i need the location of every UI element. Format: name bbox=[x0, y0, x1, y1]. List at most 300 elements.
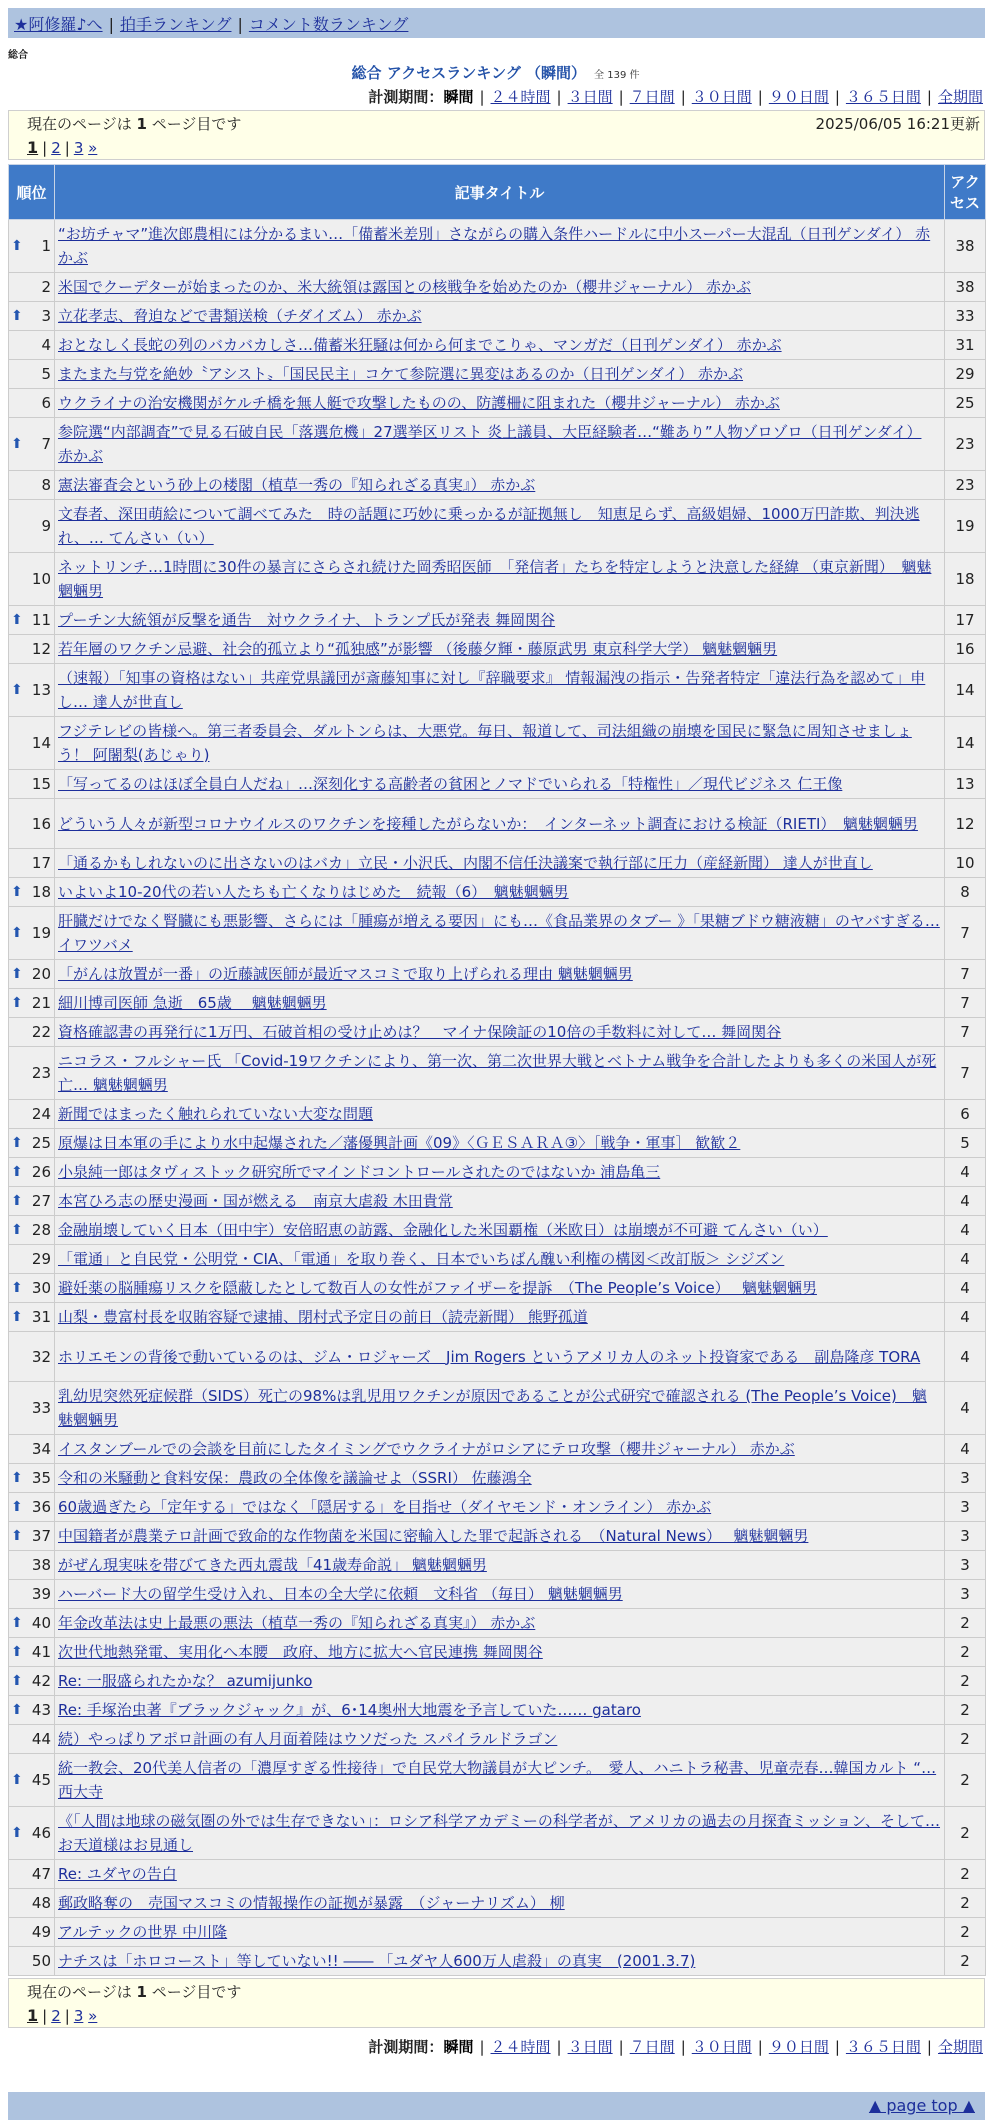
rank-number: 11 bbox=[31, 611, 51, 629]
period-separator: | bbox=[618, 88, 624, 106]
title-cell bbox=[55, 1245, 945, 1274]
period-option[interactable]: ２４時間 bbox=[490, 88, 551, 106]
access-count: 7 bbox=[945, 1047, 986, 1100]
table-row bbox=[9, 635, 986, 664]
table-row bbox=[9, 1332, 986, 1382]
access-count: 4 bbox=[945, 1216, 986, 1245]
ranking-table bbox=[8, 164, 986, 1976]
rank-number: 18 bbox=[31, 883, 51, 901]
rank-cell bbox=[9, 1018, 55, 1047]
arrow-up-icon: ⬆ bbox=[11, 1499, 23, 1515]
arrow-up-icon: ⬆ bbox=[11, 884, 23, 900]
arrow-up-icon: ⬆ bbox=[11, 1135, 23, 1151]
article-link[interactable]: 肝臓だけでなく腎臓にも悪影響、さらには「腫瘍が増える要因」にも…《食品業界のタブー 》「果糖ブドウ糖液糖」のヤバすぎる… イワツバメ bbox=[58, 912, 940, 954]
rank-cell bbox=[9, 1382, 55, 1435]
rank-cell bbox=[9, 1100, 55, 1129]
article-link[interactable]: ネットリンチ…1時間に30件の暴言にさらされ続けた岡秀昭医師 「発信者」たちを特定しようと決意した経緯 （東京新聞） 魑魅魍魎男 bbox=[58, 558, 932, 600]
rank-number: 39 bbox=[31, 1585, 51, 1603]
access-count: 6 bbox=[945, 1100, 986, 1129]
access-count: 2 bbox=[945, 1609, 986, 1638]
article-link[interactable]: フジテレビの皆様へ。第三者委員会、ダルトンらは、大悪党。毎日、報道して、司法組織の崩壊を国民に緊急に周知させましょう！ 阿闍梨(あじゃり) bbox=[58, 722, 912, 764]
table-row bbox=[9, 606, 986, 635]
table-row bbox=[9, 302, 986, 331]
title-cell bbox=[55, 635, 945, 664]
period-option[interactable]: ３日間 bbox=[567, 2038, 613, 2056]
rank-number: 8 bbox=[41, 476, 51, 494]
rank-number: 23 bbox=[31, 1064, 51, 1082]
access-count: 2 bbox=[945, 1725, 986, 1754]
page-title: 総合 アクセスランキング （瞬間） bbox=[351, 64, 587, 82]
period-option[interactable]: ３０日間 bbox=[691, 88, 752, 106]
access-count: 16 bbox=[945, 635, 986, 664]
title-cell bbox=[55, 664, 945, 717]
access-count: 2 bbox=[945, 1889, 986, 1918]
period-option[interactable]: ７日間 bbox=[629, 2038, 675, 2056]
title-cell bbox=[55, 1889, 945, 1918]
table-row bbox=[9, 1889, 986, 1918]
table-row bbox=[9, 1100, 986, 1129]
article-link[interactable]: Re: 手塚治虫著『ブラックジャック』が、6･14奥州大地震を予言していた…… gataro bbox=[58, 1701, 641, 1719]
access-count: 2 bbox=[945, 1918, 986, 1947]
rank-cell bbox=[9, 1047, 55, 1100]
title-cell bbox=[55, 1382, 945, 1435]
arrow-up-icon: ⬆ bbox=[11, 1673, 23, 1689]
rank-cell bbox=[9, 1522, 55, 1551]
rank-number: 31 bbox=[31, 1308, 51, 1326]
rank-cell bbox=[9, 635, 55, 664]
article-link[interactable]: 新聞ではまったく触れられていない大変な問題 bbox=[58, 1105, 374, 1123]
period-current: 瞬間 bbox=[443, 2038, 474, 2056]
rank-cell bbox=[9, 1947, 55, 1976]
title-cell bbox=[55, 1522, 945, 1551]
title-cell bbox=[55, 1807, 945, 1860]
table-row bbox=[9, 1274, 986, 1303]
rank-cell bbox=[9, 1638, 55, 1667]
title-cell bbox=[55, 1216, 945, 1245]
article-link[interactable]: 小泉純一郎はタヴィストック研究所でマインドコントロールされたのではないか 浦島亀三 bbox=[58, 1163, 661, 1181]
title-cell bbox=[55, 907, 945, 960]
period-option[interactable]: 全期間 bbox=[937, 2038, 983, 2056]
article-link[interactable]: 立花孝志、脅迫などで書類送検（チダイズム） 赤かぶ bbox=[58, 307, 422, 325]
table-row bbox=[9, 1667, 986, 1696]
rank-number: 40 bbox=[31, 1614, 51, 1632]
table-row bbox=[9, 1580, 986, 1609]
period-separator: | bbox=[926, 2038, 932, 2056]
title-cell bbox=[55, 302, 945, 331]
period-separator: | bbox=[479, 88, 485, 106]
period-separator: | bbox=[834, 88, 840, 106]
rank-number: 4 bbox=[41, 336, 51, 354]
table-row bbox=[9, 1947, 986, 1976]
article-link[interactable]: Re: ユダヤの告白 bbox=[58, 1865, 177, 1883]
title-cell bbox=[55, 770, 945, 799]
title-cell bbox=[55, 389, 945, 418]
current-page: 1 bbox=[27, 138, 39, 157]
rank-number: 50 bbox=[31, 1952, 51, 1970]
page-title-line bbox=[0, 62, 991, 83]
table-row bbox=[9, 1129, 986, 1158]
title-cell bbox=[55, 418, 945, 471]
rank-number: 7 bbox=[41, 435, 51, 453]
article-link[interactable]: 郵政略奪の 売国マスコミの情報操作の証拠が暴露 （ジャーナリズム） 柳 bbox=[58, 1894, 565, 1912]
table-row bbox=[9, 799, 986, 849]
title-cell bbox=[55, 1493, 945, 1522]
updated-time: 2025/06/05 16:21更新 bbox=[815, 115, 980, 133]
title-cell bbox=[55, 500, 945, 553]
rank-number: 1 bbox=[41, 237, 51, 255]
article-link[interactable]: 細川博司医師 急逝 65歳 魑魅魍魎男 bbox=[58, 994, 327, 1012]
article-link[interactable]: 資格確認書の再発行に1万円、石破首相の受け止めは？ マイナ保険証の10倍の手数料に対して… 舞岡関谷 bbox=[58, 1023, 782, 1041]
rank-cell bbox=[9, 1435, 55, 1464]
period-selector-bottom bbox=[368, 2036, 983, 2057]
page-link[interactable]: 2 bbox=[51, 139, 61, 157]
arrow-up-icon: ⬆ bbox=[11, 925, 23, 941]
access-count: 12 bbox=[945, 799, 986, 849]
access-count: 4 bbox=[945, 1274, 986, 1303]
rank-number: 46 bbox=[31, 1824, 51, 1842]
rank-cell bbox=[9, 1725, 55, 1754]
access-count: 38 bbox=[945, 220, 986, 273]
footer-bar bbox=[8, 2092, 985, 2120]
article-link[interactable]: 次世代地熱発電、実用化へ本腰 政府、地方に拡大へ官民連携 舞岡関谷 bbox=[58, 1643, 543, 1661]
title-cell bbox=[55, 331, 945, 360]
rank-number: 28 bbox=[31, 1221, 51, 1239]
period-option[interactable]: ９０日間 bbox=[768, 2038, 829, 2056]
rank-number: 42 bbox=[31, 1672, 51, 1690]
rank-cell bbox=[9, 878, 55, 907]
page-link[interactable]: 2 bbox=[51, 2007, 61, 2025]
table-row bbox=[9, 1382, 986, 1435]
table-row bbox=[9, 1158, 986, 1187]
page-top-link[interactable]: ▲ page top ▲ bbox=[868, 2096, 975, 2115]
period-current: 瞬間 bbox=[443, 88, 474, 106]
article-link[interactable]: ホリエモンの背後で動いているのは、ジム・ロジャーズ Jim Rogers というアメリカ人のネット投資家である 副島隆彦 TORA bbox=[58, 1347, 921, 1366]
title-cell bbox=[55, 1860, 945, 1889]
access-count: 29 bbox=[945, 360, 986, 389]
period-separator: | bbox=[680, 2038, 686, 2056]
period-separator: | bbox=[618, 2038, 624, 2056]
article-link[interactable]: 避妊薬の脳腫瘍リスクを隠蔽したとして数百人の女性がファイザーを提訴 （The People’s Voice） 魑魅魍魎男 bbox=[58, 1279, 817, 1297]
rank-cell bbox=[9, 302, 55, 331]
table-row bbox=[9, 878, 986, 907]
arrow-up-icon: ⬆ bbox=[11, 1193, 23, 1209]
arrow-up-icon: ⬆ bbox=[11, 1528, 23, 1544]
total-count: 全 139 件 bbox=[594, 70, 640, 81]
article-link[interactable]: 《「人間は地球の磁気圏の外では生存できない」：ロシア科学アカデミーの科学者が、アメリカの過去の月探査ミッション、そして… お天道様はお見通し bbox=[58, 1812, 941, 1854]
rank-cell bbox=[9, 1918, 55, 1947]
access-count: 4 bbox=[945, 1435, 986, 1464]
article-link[interactable]: 米国でクーデターが始まったのか、米大統領は露国との核戦争を始めたのか（櫻井ジャーナル） 赤かぶ bbox=[58, 278, 751, 296]
period-label: 計測期間： bbox=[368, 88, 444, 106]
rank-cell bbox=[9, 1158, 55, 1187]
rank-number: 45 bbox=[31, 1771, 51, 1789]
next-page-link[interactable]: » bbox=[88, 139, 98, 157]
title-cell bbox=[55, 849, 945, 878]
rank-header: 順位 bbox=[9, 165, 55, 220]
rank-cell bbox=[9, 500, 55, 553]
arrow-up-icon: ⬆ bbox=[11, 1615, 23, 1631]
rank-cell bbox=[9, 1245, 55, 1274]
rank-number: 24 bbox=[31, 1105, 51, 1123]
access-count: 2 bbox=[945, 1696, 986, 1725]
period-separator: | bbox=[757, 2038, 763, 2056]
rank-number: 44 bbox=[31, 1730, 51, 1748]
table-row bbox=[9, 1245, 986, 1274]
page-link[interactable]: 3 bbox=[73, 2007, 84, 2025]
rank-cell bbox=[9, 960, 55, 989]
title-cell bbox=[55, 1580, 945, 1609]
table-row bbox=[9, 1725, 986, 1754]
article-link[interactable]: 「写ってるのはほぼ全員白人だね」…深刻化する高齢者の貧困とノマドでいられる「特権性」／現代ビジネス 仁王像 bbox=[58, 775, 843, 793]
table-row bbox=[9, 389, 986, 418]
access-count: 7 bbox=[945, 989, 986, 1018]
access-count: 4 bbox=[945, 1303, 986, 1332]
period-separator: | bbox=[556, 2038, 562, 2056]
clap-ranking-link[interactable]: 拍手ランキング bbox=[119, 15, 232, 34]
access-count: 13 bbox=[945, 770, 986, 799]
page-separator: | bbox=[42, 2007, 48, 2025]
table-row bbox=[9, 360, 986, 389]
title-cell bbox=[55, 1947, 945, 1976]
article-link[interactable]: 「がんは放置が一番」の近藤誠医師が最近マスコミで取り上げられる理由 魑魅魍魎男 bbox=[58, 965, 633, 983]
period-label: 計測期間： bbox=[368, 2038, 444, 2056]
access-count: 18 bbox=[945, 553, 986, 606]
pager-status: 現在のページは 1 ページ目です bbox=[27, 115, 242, 133]
access-count: 3 bbox=[945, 1493, 986, 1522]
access-count: 3 bbox=[945, 1464, 986, 1493]
article-link[interactable]: （速報）「知事の資格はない」共産党県議団が斎藤知事に対し『辞職要求』 情報漏洩の指示・告発者特定「違法行為を認めて」申し… 達人が世直し bbox=[58, 669, 926, 711]
article-link[interactable]: どういう人々が新型コロナウイルスのワクチンを接種したがらないか： インターネット調査における検証（RIETI） 魑魅魍魎男 bbox=[58, 814, 918, 833]
access-header: アクセス bbox=[945, 165, 986, 220]
table-row bbox=[9, 770, 986, 799]
table-row bbox=[9, 1754, 986, 1807]
article-link[interactable]: 中国籍者が農業テロ計画で致命的な作物菌を米国に密輸入した罪で起訴される （Natural News） 魑魅魍魎男 bbox=[58, 1527, 809, 1545]
article-link[interactable]: “お坊チャマ”進次郎農相には分かるまい…「備蓄米差別」さながらの購入条件ハードルに中小スーパー大混乱（日刊ゲンダイ） 赤かぶ bbox=[58, 225, 931, 267]
access-count: 31 bbox=[945, 331, 986, 360]
table-row bbox=[9, 553, 986, 606]
arrow-up-icon: ⬆ bbox=[11, 1825, 23, 1841]
rank-number: 27 bbox=[31, 1192, 51, 1210]
article-link[interactable]: イスタンブールでの会談を目前にしたタイミングでウクライナがロシアにテロ攻撃（櫻井ジャーナル） 赤かぶ bbox=[58, 1440, 795, 1458]
table-row bbox=[9, 1464, 986, 1493]
rank-cell bbox=[9, 1187, 55, 1216]
rank-cell bbox=[9, 989, 55, 1018]
title-header: 記事タイトル bbox=[55, 165, 945, 220]
article-link[interactable]: ハーバード大の留学生受け入れ、日本の全大学に依頼 文科省 （毎日） 魑魅魍魎男 bbox=[58, 1585, 623, 1603]
article-link[interactable]: 憲法審査会という砂上の楼閣（植草一秀の『知られざる真実』） 赤かぶ bbox=[58, 476, 536, 494]
access-count: 7 bbox=[945, 960, 986, 989]
table-row bbox=[9, 907, 986, 960]
rank-cell bbox=[9, 1696, 55, 1725]
rank-cell bbox=[9, 1129, 55, 1158]
rank-cell bbox=[9, 1667, 55, 1696]
article-link[interactable]: プーチン大統領が反撃を通告 対ウクライナ、トランプ氏が発表 舞岡関谷 bbox=[58, 611, 556, 629]
table-row bbox=[9, 664, 986, 717]
rank-number: 47 bbox=[31, 1865, 51, 1883]
period-option[interactable]: ３日間 bbox=[567, 88, 613, 106]
arrow-up-icon: ⬆ bbox=[11, 1702, 23, 1718]
article-link[interactable]: ニコラス・フルシャー氏 「Covid-19ワクチンにより、第一次、第二次世界大戦とベトナム戦争を合計したよりも多くの米国人が死亡… 魑魅魍魎男 bbox=[58, 1052, 937, 1094]
table-row bbox=[9, 1493, 986, 1522]
rank-cell bbox=[9, 553, 55, 606]
rank-number: 26 bbox=[31, 1163, 51, 1181]
article-link[interactable]: 60歳過ぎたら「定年する」ではなく「隠居する」を目指せ（ダイヤモンド・オンライン） 赤かぶ bbox=[58, 1498, 712, 1516]
page-link[interactable]: 3 bbox=[73, 139, 84, 157]
table-row bbox=[9, 717, 986, 770]
rank-cell bbox=[9, 1609, 55, 1638]
home-link[interactable]: ★阿修羅♪へ bbox=[14, 15, 103, 34]
period-option[interactable]: ７日間 bbox=[629, 88, 675, 106]
title-cell bbox=[55, 1551, 945, 1580]
access-count: 38 bbox=[945, 273, 986, 302]
access-count: 19 bbox=[945, 500, 986, 553]
access-count: 4 bbox=[945, 1245, 986, 1274]
article-link[interactable]: 年金改革法は史上最悪の悪法（植草一秀の『知られざる真実』） 赤かぶ bbox=[58, 1614, 536, 1632]
title-cell bbox=[55, 1303, 945, 1332]
article-link[interactable]: アルテックの世界 中川隆 bbox=[58, 1923, 228, 1941]
arrow-up-icon: ⬆ bbox=[11, 238, 23, 254]
rank-cell bbox=[9, 471, 55, 500]
rank-number: 29 bbox=[31, 1250, 51, 1268]
arrow-up-icon: ⬆ bbox=[11, 682, 23, 698]
title-cell bbox=[55, 1638, 945, 1667]
rank-cell bbox=[9, 1551, 55, 1580]
access-count: 23 bbox=[945, 418, 986, 471]
pager-status-bottom: 現在のページは 1 ページ目です bbox=[27, 1983, 242, 2001]
rank-number: 38 bbox=[31, 1556, 51, 1574]
title-cell bbox=[55, 553, 945, 606]
article-link[interactable]: 文春者、深田萌絵について調べてみた 時の話題に巧妙に乗っかるが証拠無し 知恵足らず、高級娼婦、1000万円詐欺、判決逃れ、… てんさい（い） bbox=[58, 505, 920, 547]
title-cell bbox=[55, 1047, 945, 1100]
page-separator: | bbox=[42, 139, 48, 157]
title-cell bbox=[55, 1158, 945, 1187]
table-row bbox=[9, 1696, 986, 1725]
article-link[interactable]: 金融崩壊していく日本（田中宇）安倍昭恵の訪露、金融化した米国覇権（米欧日）は崩壊が不可避 てんさい（い） bbox=[58, 1221, 828, 1239]
access-count: 3 bbox=[945, 1551, 986, 1580]
arrow-up-icon: ⬆ bbox=[11, 1470, 23, 1486]
arrow-up-icon: ⬆ bbox=[11, 436, 23, 452]
rank-number: 41 bbox=[31, 1643, 51, 1661]
rank-number: 16 bbox=[31, 814, 51, 833]
top-nav-bar: ★阿修羅♪へ | 拍手ランキング | コメント数ランキング bbox=[8, 8, 985, 38]
article-link[interactable]: 続）やっぱりアポロ計画の有人月面着陸はウソだった スパイラルドラゴン bbox=[58, 1730, 558, 1748]
rank-number: 6 bbox=[41, 394, 51, 412]
article-link[interactable]: 「通るかもしれないのに出さないのはバカ」立民・小沢氏、内閣不信任決議案で執行部に圧力（産経新聞） 達人が世直し bbox=[58, 854, 873, 872]
access-count: 14 bbox=[945, 664, 986, 717]
arrow-up-icon: ⬆ bbox=[11, 308, 23, 324]
title-cell bbox=[55, 878, 945, 907]
rank-number: 37 bbox=[31, 1527, 51, 1545]
rank-number: 5 bbox=[41, 365, 51, 383]
period-option[interactable]: ３６５日間 bbox=[845, 88, 921, 106]
article-link[interactable]: Re: 一服盛られたかな？ azumijunko bbox=[58, 1672, 313, 1690]
rank-cell bbox=[9, 360, 55, 389]
article-link[interactable]: ナチスは「ホロコースト」等していない!! ―― 「ユダヤ人600万人虐殺」の真実 (2001.3.7) bbox=[58, 1952, 696, 1970]
table-row bbox=[9, 1047, 986, 1100]
table-row bbox=[9, 273, 986, 302]
table-row bbox=[9, 1860, 986, 1889]
rank-number: 36 bbox=[31, 1498, 51, 1516]
article-link[interactable]: ウクライナの治安機関がケルチ橋を無人艇で攻撃したものの、防護柵に阻まれた（櫻井ジャーナル） 赤かぶ bbox=[58, 394, 780, 412]
rank-number: 9 bbox=[41, 517, 51, 535]
title-cell bbox=[55, 1696, 945, 1725]
arrow-up-icon: ⬆ bbox=[11, 1164, 23, 1180]
article-link[interactable]: またまた与党を絶妙〝アシスト〟「国民民主」コケて参院選に異変はあるのか（日刊ゲンダイ） 赤かぶ bbox=[58, 365, 744, 383]
title-cell bbox=[55, 1100, 945, 1129]
access-count: 2 bbox=[945, 1860, 986, 1889]
period-option[interactable]: ２４時間 bbox=[490, 2038, 551, 2056]
access-count: 2 bbox=[945, 1638, 986, 1667]
arrow-up-icon: ⬆ bbox=[11, 1644, 23, 1660]
article-link[interactable]: おとなしく長蛇の列のバカバカしさ…備蓄米狂騒は何から何までこりゃ、マンガだ（日刊ゲンダイ） 赤かぶ bbox=[58, 336, 782, 354]
access-count: 2 bbox=[945, 1667, 986, 1696]
period-option[interactable]: ９０日間 bbox=[768, 88, 829, 106]
rank-number: 20 bbox=[31, 965, 51, 983]
comment-ranking-link[interactable]: コメント数ランキング bbox=[248, 15, 409, 34]
rank-number: 17 bbox=[31, 854, 51, 872]
rank-cell bbox=[9, 1493, 55, 1522]
article-link[interactable]: 原爆は日本軍の手により水中起爆された／藩優興計画《09》〈ＧＥＳＡＲＡ③〉［戦争・軍事］ 歓歓２ bbox=[58, 1134, 741, 1152]
table-row bbox=[9, 1918, 986, 1947]
rank-cell bbox=[9, 1303, 55, 1332]
article-link[interactable]: 乳幼児突然死症候群（SIDS）死亡の98%は乳児用ワクチンが原因であることが公式研究で確認される (The People’s Voice) 魑魅魍魎男 bbox=[58, 1387, 927, 1429]
article-link[interactable]: 「電通」と自民党・公明党・CIA、「電通」を取り巻く、日本でいちばん醜い利権の構図＜改訂版＞ シジズン bbox=[58, 1250, 785, 1268]
article-link[interactable]: 山梨・豊富村長を収賄容疑で逮捕、閉村式予定日の前日（読売新聞） 熊野孤道 bbox=[58, 1308, 588, 1326]
rank-number: 15 bbox=[31, 775, 51, 793]
period-separator: | bbox=[556, 88, 562, 106]
rank-number: 12 bbox=[31, 640, 51, 658]
rank-cell bbox=[9, 717, 55, 770]
table-row bbox=[9, 1807, 986, 1860]
next-page-link[interactable]: » bbox=[88, 2007, 98, 2025]
period-option[interactable]: ３０日間 bbox=[691, 2038, 752, 2056]
title-cell bbox=[55, 1464, 945, 1493]
rank-number: 21 bbox=[31, 994, 51, 1012]
table-row bbox=[9, 1303, 986, 1332]
period-option[interactable]: ３６５日間 bbox=[845, 2038, 921, 2056]
period-selector-top bbox=[368, 86, 983, 107]
access-count: 7 bbox=[945, 1018, 986, 1047]
article-link[interactable]: 令和の米騒動と食料安保：農政の全体像を議論せよ（SSRI） 佐藤鴻全 bbox=[58, 1469, 532, 1487]
access-count: 3 bbox=[945, 1522, 986, 1551]
article-link[interactable]: 若年層のワクチン忌避、社会的孤立より“孤独感”が影響 （後藤夕輝・藤原武男 東京科学大学） 魑魅魍魎男 bbox=[58, 640, 778, 658]
arrow-up-icon: ⬆ bbox=[11, 1222, 23, 1238]
rank-cell bbox=[9, 907, 55, 960]
rank-cell bbox=[9, 1807, 55, 1860]
article-link[interactable]: 統一教会、20代美人信者の「濃厚すぎる性接待」で自民党大物議員が大ピンチ。 愛人、ハニトラ秘書、児童売春…韓国カルト “… 西大寺 bbox=[58, 1759, 937, 1801]
pager-top bbox=[8, 110, 985, 160]
article-link[interactable]: 本宮ひろ志の歴史漫画・国が燃える 南京大虐殺 木田貴常 bbox=[58, 1192, 453, 1210]
rank-cell bbox=[9, 849, 55, 878]
period-option[interactable]: 全期間 bbox=[937, 88, 983, 106]
rank-number: 30 bbox=[31, 1279, 51, 1297]
access-count: 10 bbox=[945, 849, 986, 878]
rank-number: 2 bbox=[41, 278, 51, 296]
period-separator: | bbox=[926, 88, 932, 106]
access-count: 25 bbox=[945, 389, 986, 418]
article-link[interactable]: いよいよ10-20代の若い人たちも亡くなりはじめた 続報（6） 魑魅魍魎男 bbox=[58, 883, 569, 901]
title-cell bbox=[55, 1332, 945, 1382]
title-cell bbox=[55, 989, 945, 1018]
arrow-up-icon: ⬆ bbox=[11, 1280, 23, 1296]
rank-number: 34 bbox=[31, 1440, 51, 1458]
rank-cell bbox=[9, 220, 55, 273]
rank-cell bbox=[9, 1860, 55, 1889]
table-row bbox=[9, 1435, 986, 1464]
article-link[interactable]: がぜん現実味を帯びてきた西丸震哉「41歳寿命説」 魑魅魍魎男 bbox=[58, 1556, 487, 1574]
article-link[interactable]: 参院選“内部調査”で見る石破自民「落選危機」27選挙区リスト 炎上議員、大臣経験者…“難あり”人物ゾロゾロ（日刊ゲンダイ） 赤かぶ bbox=[58, 423, 922, 465]
period-separator: | bbox=[680, 88, 686, 106]
